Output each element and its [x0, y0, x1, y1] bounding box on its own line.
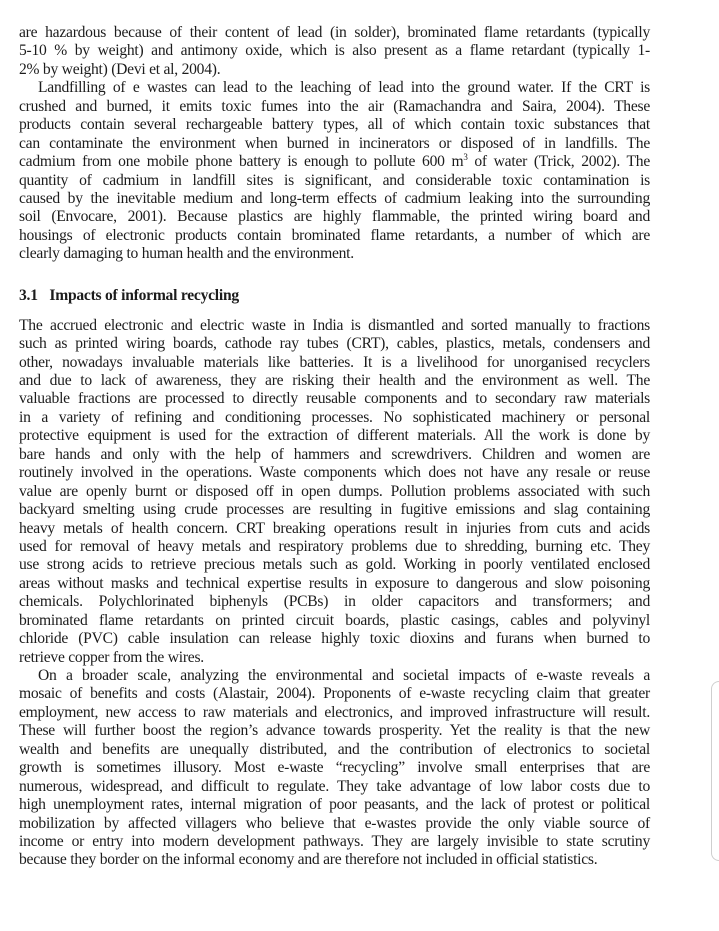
- informal-recycling-paragraph: [19, 317, 650, 667]
- text-line: routinely involved in the operations. Waste components which does not have any resale or reuse: [19, 464, 650, 482]
- scroll-handle[interactable]: [711, 681, 719, 861]
- text-line: On a broader scale, analyzing the environmental and societal impacts of e-waste reveals a: [38, 667, 650, 684]
- text-line: 5-10 % by weight) and antimony oxide, which is also present as a flame retardant (typically 1-: [19, 42, 650, 60]
- text-line: and due to lack of awareness, they are risking their health and the environment as well. The: [19, 372, 650, 389]
- text-line: used for removal of heavy metals and respiratory problems due to shredding, burning etc. They: [19, 537, 650, 555]
- section-title: Impacts of informal recycling: [49, 286, 239, 304]
- document-page: [19, 24, 650, 870]
- text-line: high unemployment rates, internal migration of poor peasants, and the lack of protest or political: [19, 796, 650, 814]
- text-line: other, nowadays invaluable materials like batteries. It is a livelihood for unorganised recyclers: [19, 353, 650, 371]
- text-line: value are openly burnt or disposed off in open dumps. Pollution problems associated with such: [19, 482, 650, 500]
- superscript: 3: [463, 152, 468, 163]
- text-line: mosaic of benefits and costs (Alastair, 2004). Proponents of e-waste recycling claim that greater: [19, 685, 650, 703]
- text-line: areas without masks and technical expertise results in exposure to dangerous and slow poisoning: [19, 574, 650, 592]
- text-line: products contain several rechargeable battery types, all of which contain toxic substances that: [19, 116, 650, 134]
- text-line: wealth and benefits are unequally distributed, and the contribution of electronics to societal: [19, 740, 650, 758]
- text-line: quantity of cadmium in landfill sites is significant, and considerable toxic contamination is: [19, 171, 650, 189]
- text-fragment: of water (Trick, 2002). The: [467, 153, 650, 171]
- text-line: such as printed wiring boards, cathode ray tubes (CRT), cables, plastics, metals, condensers and: [19, 335, 650, 353]
- text-line: in a variety of refining and conditioning processes. No sophisticated machinery or personal: [19, 408, 650, 426]
- text-line: income or entry into modern development pathways. They are largely invisible to state scrutiny: [19, 832, 650, 850]
- text-line: numerous, widespread, and difficult to regulate. They take advantage of low labor costs due to: [19, 777, 650, 795]
- text-line: mobilization by affected villagers who believe that e-wastes provide the only viable source of: [19, 814, 650, 832]
- text-line: chloride (PVC) cable insulation can release highly toxic dioxins and furans when burned to: [19, 630, 650, 648]
- text-line: caused by the inevitable medium and long-term effects of cadmium leaking into the surrounding: [19, 189, 650, 207]
- text-line: clearly damaging to human health and the environment.: [19, 245, 354, 263]
- text-line: can contaminate the environment when burned in incinerators or disposed of in landfills. The: [19, 134, 650, 152]
- text-line: housings of electronic products contain brominated flame retardants, a number of which are: [19, 226, 650, 244]
- landfill-paragraph: [19, 79, 650, 263]
- text-line: crushed and burned, it emits toxic fumes into the air (Ramachandra and Saira, 2004). These: [19, 97, 650, 115]
- text-line: brominated flame retardants on printed circuit boards, plastic casings, cables and polyvinyl: [19, 611, 650, 629]
- text-line: Landfilling of e wastes can lead to the leaching of lead into the ground water. If the CRT is: [38, 79, 650, 97]
- text-line: bare hands and only with the help of hammers and screwdrivers. Children and women are: [19, 445, 650, 463]
- broader-scale-paragraph: [19, 667, 650, 870]
- text-line: valuable fractions are processed to directly reusable components and to secondary raw materials: [19, 390, 650, 408]
- text-line: growth is sometimes illusory. Most e-waste “recycling” involve small enterprises that are: [19, 759, 650, 777]
- intro-paragraph: [19, 24, 650, 79]
- text-line: These will further boost the region’s advance towards prosperity. Yet the reality is that the new: [19, 722, 650, 740]
- text-line: are hazardous because of their content of lead (in solder), brominated flame retardants (typically: [19, 24, 650, 41]
- text-fragment: cadmium from one mobile phone battery is enough to pollute 600 m: [19, 153, 464, 171]
- text-line: backyard smelting using crude processes are resulting in fugitive emissions and slag containing: [19, 501, 650, 519]
- text-line: retrieve copper from the wires.: [19, 648, 204, 666]
- text-line: heavy metals of health concern. CRT breaking operations result in injuries from cuts and acids: [19, 519, 650, 537]
- text-line: soil (Envocare, 2001). Because plastics are highly flammable, the printed wiring board and: [19, 208, 650, 226]
- text-line-cadmium: [19, 153, 650, 171]
- text-line: 2% by weight) (Devi et al, 2004).: [19, 60, 221, 78]
- text-line: because they border on the informal economy and are therefore not included in official statistics.: [19, 851, 598, 869]
- section-heading: [19, 287, 650, 305]
- text-line: use strong acids to retrieve precious metals such as gold. Working in poorly ventilated enclosed: [19, 556, 650, 574]
- text-line: protective equipment is used for the extraction of different materials. All the work is done by: [19, 427, 650, 445]
- text-line: chemicals. Polychlorinated biphenyls (PCBs) in older capacitors and transformers; and: [19, 593, 650, 611]
- text-line: employment, new access to raw materials and electronics, and improved infrastructure will result.: [19, 703, 650, 721]
- section-number: 3.1: [19, 286, 38, 304]
- text-line: The accrued electronic and electric waste in India is dismantled and sorted manually to fractions: [19, 316, 650, 334]
